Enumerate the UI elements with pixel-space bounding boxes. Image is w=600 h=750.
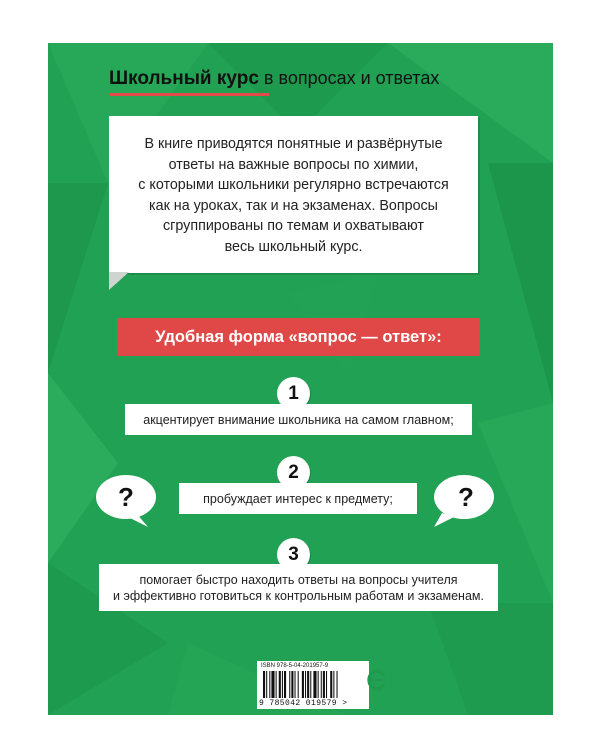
barcode-bar — [307, 671, 309, 698]
barcode-bar — [284, 671, 286, 698]
barcode-bar — [318, 671, 319, 698]
barcode-panel — [257, 661, 369, 709]
barcode-bar — [337, 671, 338, 698]
description-line: с которыми школьники регулярно встречаются — [138, 177, 449, 193]
barcode-bar — [279, 671, 281, 698]
barcode-bar — [289, 671, 290, 698]
description-line: ответы на важные вопросы по химии, — [168, 156, 419, 173]
publisher-e-logo-icon — [365, 666, 387, 694]
series-title-rest: в вопросах и ответах — [258, 68, 440, 88]
description-line: весь школьный курс. — [224, 238, 363, 255]
barcode-bar — [333, 671, 334, 698]
barcode-bar — [295, 671, 296, 698]
barcode-bar — [302, 671, 304, 698]
point-box-2 — [179, 483, 417, 514]
point-text: пробуждает интерес к предмету; — [203, 491, 393, 506]
barcode-bar — [291, 671, 293, 698]
description-line: В книге приводятся понятные и развёрнутые — [144, 136, 443, 152]
series-title — [109, 68, 439, 90]
barcode-bar — [321, 671, 322, 698]
barcode-bar — [310, 671, 311, 698]
barcode-bar — [282, 671, 283, 698]
point-box-1 — [125, 404, 472, 435]
series-title-strong: Школьный курс — [109, 68, 259, 89]
point-number-2: 2 — [277, 456, 310, 489]
point-box-3 — [99, 564, 498, 611]
barcode-bar — [330, 671, 332, 698]
description-line: как на уроках, так и на экзаменах. Вопросы — [149, 197, 438, 214]
point-text: акцентирует внимание школьника на самом главном; — [143, 412, 454, 427]
barcode-bar — [266, 671, 267, 698]
barcode-digits: 9 785042 019579 > — [259, 699, 348, 708]
barcode-bars — [263, 671, 363, 699]
barcode-bar — [313, 671, 316, 698]
question-bubble-right — [428, 471, 500, 529]
barcode-bar — [276, 671, 277, 698]
question-answer-banner: Удобная форма «вопрос — ответ»: — [117, 318, 480, 356]
description-box-tail — [109, 272, 131, 292]
barcode-bar — [269, 671, 270, 698]
barcode-bar — [305, 671, 306, 698]
point-number-1: 1 — [277, 377, 310, 410]
point-text: помогает быстро находить ответы на вопросы учителя — [139, 572, 458, 587]
barcode-bar — [271, 671, 274, 698]
point-text: и эффективно готовиться к контрольным работам и экзаменам. — [113, 588, 484, 603]
question-mark-left: ? — [118, 482, 134, 512]
barcode-bar — [326, 671, 327, 698]
barcode-bar — [323, 671, 325, 698]
barcode-bar — [263, 671, 265, 698]
description-text — [109, 134, 478, 257]
question-mark-right: ? — [458, 482, 474, 512]
series-title-underline — [109, 93, 269, 96]
barcode-bar — [298, 671, 299, 698]
isbn-text: ISBN 978-5-04-201957-9 — [261, 663, 329, 669]
description-box — [109, 116, 478, 273]
point-number-3: 3 — [277, 538, 310, 571]
question-bubble-left — [88, 471, 160, 529]
description-line: сгруппированы по темам и охватывают — [163, 218, 424, 234]
book-back-cover — [48, 43, 553, 715]
